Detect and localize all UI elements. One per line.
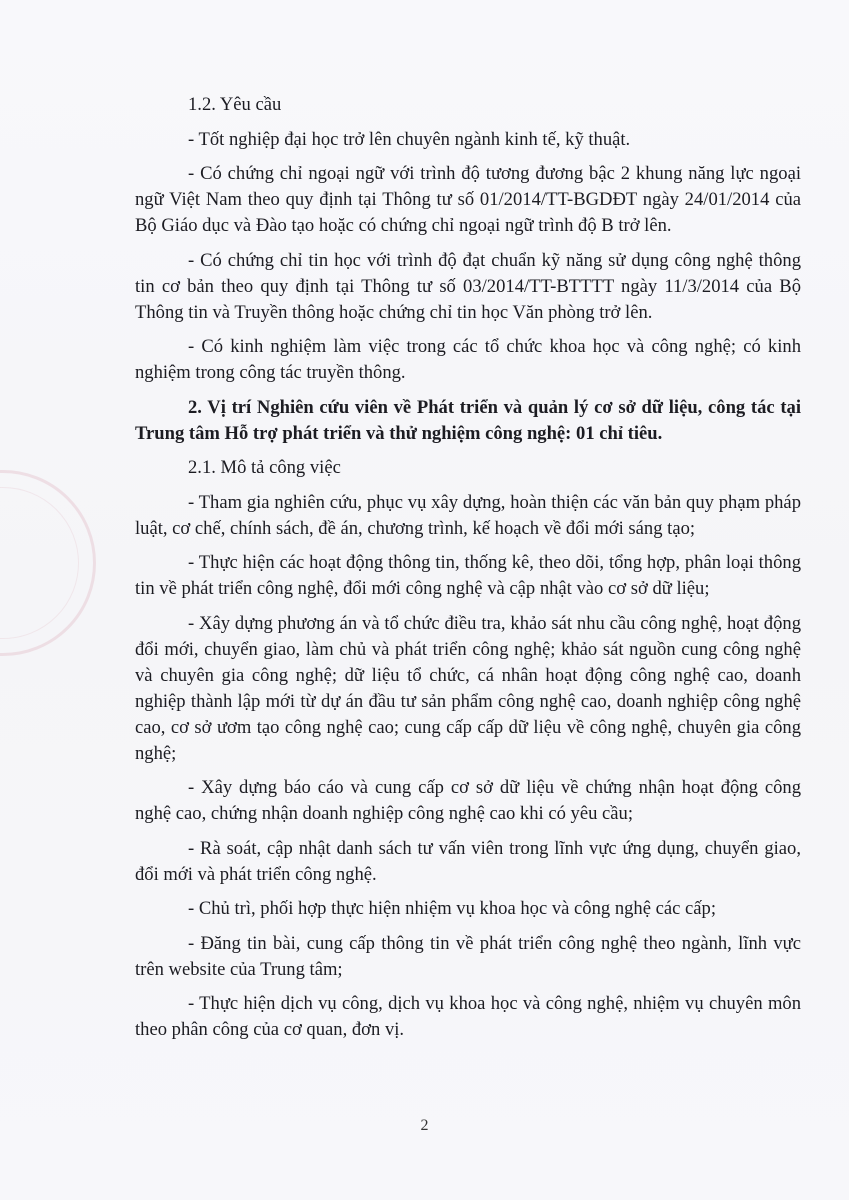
section-title-position-2: 2. Vị trí Nghiên cứu viên về Phát triển và quản lý cơ sở dữ liệu, công tác tại Trung tâm Hỗ trợ phát triển và thử nghiệm công nghệ: 01 chỉ tiêu.	[135, 396, 801, 444]
job-duty-item: - Rà soát, cập nhật danh sách tư vấn viên trong lĩnh vực ứng dụng, chuyển giao, đổi mới và phát triển công nghệ.	[135, 837, 801, 885]
subheading-requirements: 1.2. Yêu cầu	[188, 94, 282, 115]
page-number: 2	[420, 1117, 429, 1134]
job-duty-item: - Thực hiện các hoạt động thông tin, thống kê, theo dõi, tổng hợp, phân loại thông tin về phát triển công nghệ, đổi mới công nghệ và cập nhật vào cơ sở dữ liệu;	[135, 552, 801, 599]
job-duty-item: - Đăng tin bài, cung cấp thông tin về phát triển công nghệ theo ngành, lĩnh vực trên website của Trung tâm;	[135, 932, 801, 980]
job-duty-item: - Xây dựng phương án và tổ chức điều tra, khảo sát nhu cầu công nghệ, hoạt động đổi mới, chuyển giao, làm chủ và phát triển công nghệ; khảo sát nguồn cung công nghệ và chuyên gia công nghệ; dữ liệu tổ chức, cá nhân hoạt động công nghệ cao, doanh nghiệp thành lập mới từ dự án đầu tư sản phẩm công nghệ cao, doanh nghiệp công nghệ cao, cơ sở ươm tạo công nghệ cao; cung cấp cấp dữ liệu về công nghệ, chuyên gia công nghệ;	[135, 612, 801, 764]
subheading-job-description: 2.1. Mô tả công việc	[188, 457, 341, 478]
job-duty-item: - Chủ trì, phối hợp thực hiện nhiệm vụ khoa học và công nghệ các cấp;	[188, 898, 716, 919]
job-duty-item: - Xây dựng báo cáo và cung cấp cơ sở dữ liệu về chứng nhận hoạt động công nghệ cao, chứng nhận doanh nghiệp công nghệ cao khi có yêu cầu;	[135, 777, 801, 824]
requirement-item: - Có kinh nghiệm làm việc trong các tổ chức khoa học và công nghệ; có kinh nghiệm trong công tác truyền thông.	[135, 336, 801, 383]
requirement-item: - Có chứng chỉ tin học với trình độ đạt chuẩn kỹ năng sử dụng công nghệ thông tin cơ bản theo quy định tại Thông tư số 03/2014/TT-BTTTT ngày 11/3/2014 của Bộ Thông tin và Truyền thông hoặc chứng chỉ tin học Văn phòng trở lên.	[135, 249, 801, 323]
job-duty-item: - Thực hiện dịch vụ công, dịch vụ khoa học và công nghệ, nhiệm vụ chuyên môn theo phân công của cơ quan, đơn vị.	[135, 993, 801, 1040]
requirement-item: - Tốt nghiệp đại học trở lên chuyên ngành kinh tế, kỹ thuật.	[188, 128, 631, 150]
stamp-bleed-through	[0, 470, 96, 656]
job-duty-item: - Tham gia nghiên cứu, phục vụ xây dựng, hoàn thiện các văn bản quy phạm pháp luật, cơ chế, chính sách, đề án, chương trình, kế hoạch về đổi mới sáng tạo;	[135, 491, 801, 539]
requirement-item: - Có chứng chỉ ngoại ngữ với trình độ tương đương bậc 2 khung năng lực ngoại ngữ Việt Nam theo quy định tại Thông tư số 01/2014/TT-BGDĐT ngày 24/01/2014 của Bộ Giáo dục và Đào tạo hoặc có chứng chỉ ngoại ngữ trình độ B trở lên.	[135, 163, 801, 236]
document-body	[135, 92, 801, 1052]
